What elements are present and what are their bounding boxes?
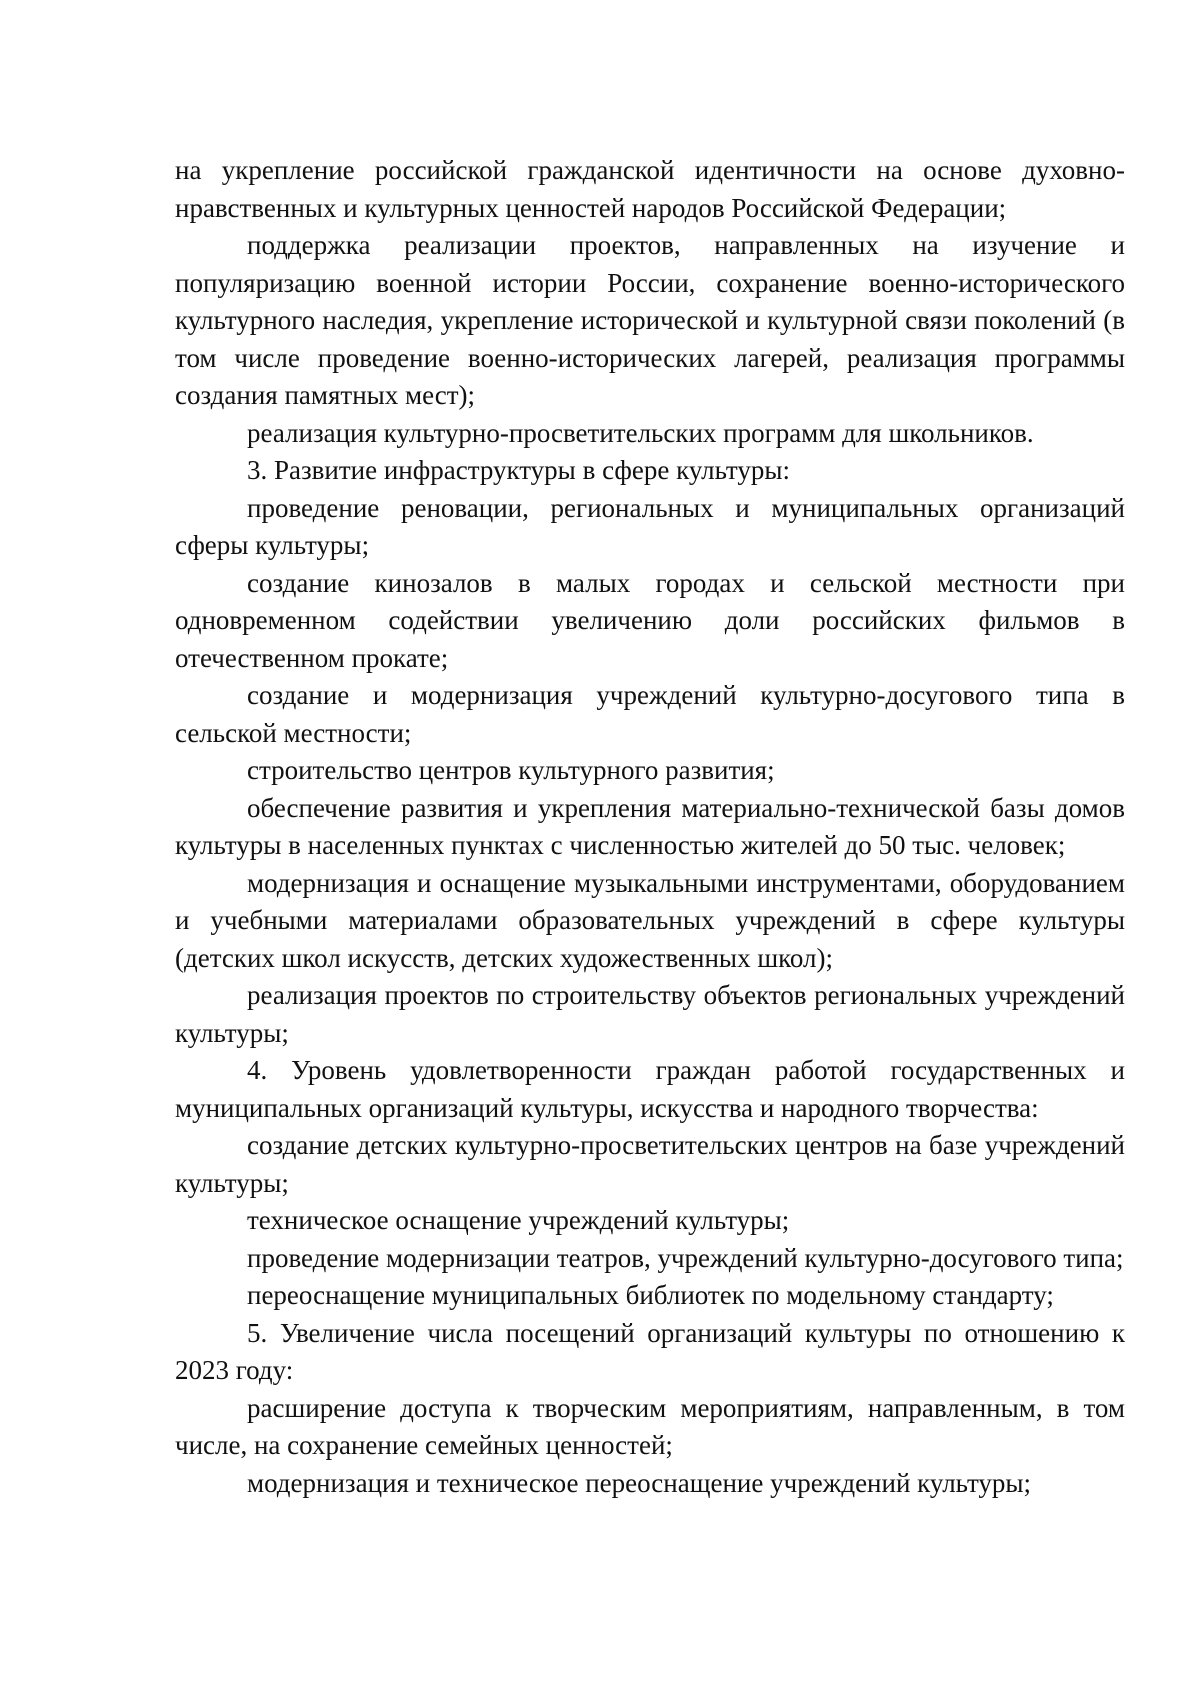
- paragraph-renovation: проведение реновации, региональных и муниципальных организаций сферы культуры;: [175, 492, 1125, 560]
- paragraph-libraries: переоснащение муниципальных библиотек по модельному стандарту;: [247, 1280, 1054, 1310]
- section-heading-3: 3. Развитие инфраструктуры в сфере культуры:: [247, 455, 790, 485]
- document-page: [175, 152, 1125, 1502]
- paragraph-military-history: поддержка реализации проектов, направленных на изучение и популяризацию военной истории России, сохранение военно-исторического культурного наследия, укрепление исторической и культурной связи поколений (в том числе проведение военно-исторических лагерей, реализация программы создания памятных мест);: [175, 230, 1125, 410]
- section-heading-5: 5. Увеличение числа посещений организаций культуры по отношению к 2023 году:: [175, 1317, 1125, 1385]
- section-heading-4: 4. Уровень удовлетворенности граждан работой государственных и муниципальных организаций культуры, искусства и народного творчества:: [175, 1055, 1125, 1123]
- paragraph-music-instruments: модернизация и оснащение музыкальными инструментами, оборудованием и учебными материалами образовательных учреждений в сфере культуры (детских школ искусств, детских художественных школ);: [175, 867, 1125, 973]
- paragraph-children-centers: создание детских культурно-просветительских центров на базе учреждений культуры;: [175, 1130, 1125, 1198]
- paragraph-school-programs: реализация культурно-просветительских программ для школьников.: [247, 417, 1034, 448]
- paragraph-cinemas: создание кинозалов в малых городах и сельской местности при одновременном содействии увеличению доли российских фильмов в отечественном прокате;: [175, 567, 1125, 673]
- paragraph-technical-equipment: техническое оснащение учреждений культуры;: [247, 1205, 790, 1235]
- paragraph-cultural-centers: строительство центров культурного развития;: [247, 755, 775, 785]
- paragraph-houses-of-culture: обеспечение развития и укрепления материально-технической базы домов культуры в населенных пунктах с численностью жителей до 50 тыс. человек;: [175, 792, 1125, 860]
- paragraph-access-events: расширение доступа к творческим мероприятиям, направленным, в том числе, на сохранение семейных ценностей;: [175, 1392, 1125, 1460]
- paragraph-theater-modernization: проведение модернизации театров, учреждений культурно-досугового типа;: [247, 1242, 1124, 1273]
- paragraph-re-equipment: модернизация и техническое переоснащение учреждений культуры;: [247, 1467, 1032, 1498]
- paragraph-identity: на укрепление российской гражданской идентичности на основе духовно-нравственных и культурных ценностей народов Российской Федерации;: [175, 155, 1125, 223]
- paragraph-rural-leisure: создание и модернизация учреждений культурно-досугового типа в сельской местности;: [175, 680, 1125, 748]
- paragraph-regional-construction: реализация проектов по строительству объектов региональных учреждений культуры;: [175, 980, 1125, 1048]
